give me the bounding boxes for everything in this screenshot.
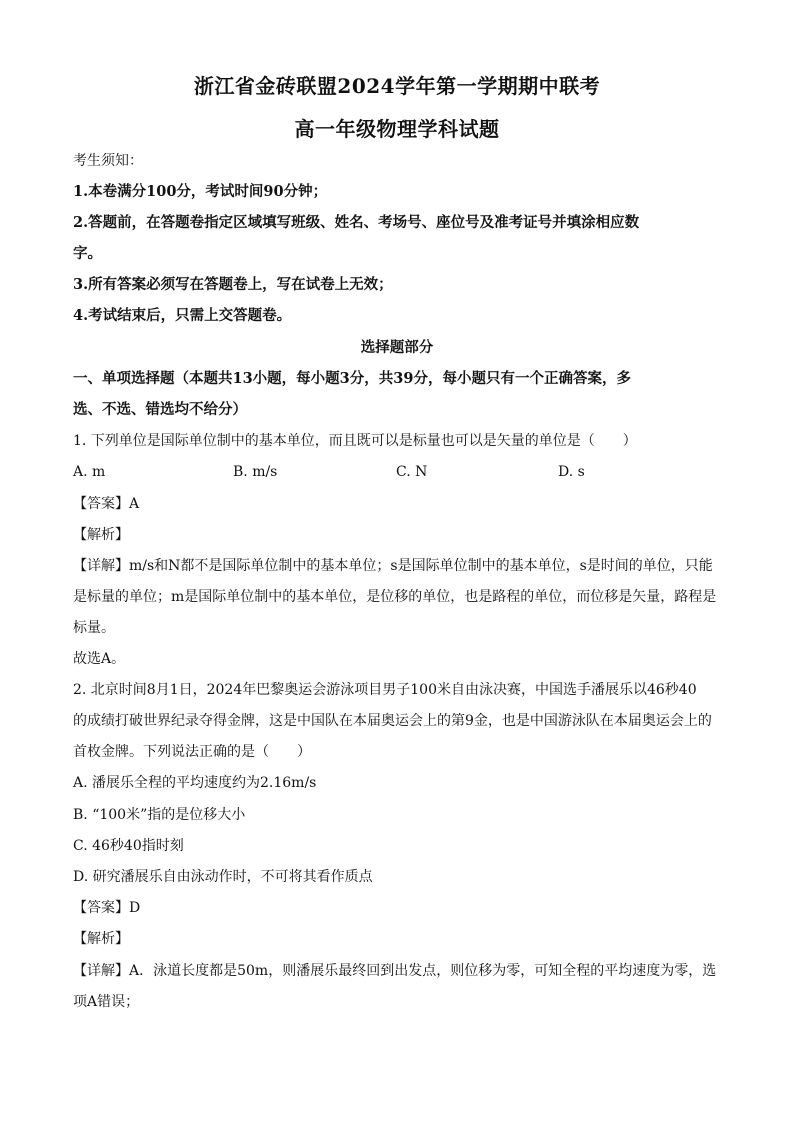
q1-option-a: A. m — [73, 464, 106, 480]
notice-item-2: 2.答题前，在答题卷指定区域填写班级、姓名、考场号、座位号及准考证号并填涂相应数 — [73, 214, 640, 231]
exam-subtitle: 高一年级物理学科试题 — [294, 117, 500, 141]
q1-analysis-label: 【解析】 — [73, 527, 129, 543]
q2-detail-line-1: 【详解】A．泳道长度都是50m，则潘展乐最终回到出发点，则位移为零，可知全程的平均速度为零，选 — [73, 963, 717, 979]
q1-conclusion: 故选A。 — [73, 651, 126, 667]
q2-stem-line-2: 的成绩打破世界纪录夺得金牌，这是中国队在本届奥运会上的第9金，也是中国游泳队在本届奥运会上的 — [73, 713, 712, 729]
notice-item-4: 4.考试结束后，只需上交答题卷。 — [73, 307, 292, 324]
section-heading-cont: 选、不选、错选均不给分） — [73, 401, 247, 418]
q2-stem-line-3: 首枚金牌。下列说法正确的是（ ） — [73, 744, 311, 760]
notice-heading: 考生须知： — [73, 153, 143, 169]
q1-detail-line-1: 【详解】m/s和N都不是国际单位制中的基本单位；s是国际单位制中的基本单位，s是时间的单位，只能 — [73, 558, 713, 574]
q1-detail-line-2: 是标量的单位；m是国际单位制中的基本单位，是位移的单位，也是路程的单位，而位移是矢量，路程是 — [73, 589, 717, 605]
notice-item-3: 3.所有答案必须写在答题卷上，写在试卷上无效； — [73, 276, 393, 293]
q2-analysis-label: 【解析】 — [73, 931, 129, 947]
q1-option-b: B. m/s — [233, 464, 278, 480]
q2-answer: 【答案】D — [73, 900, 141, 916]
q2-option-c: C. 46秒40指时刻 — [73, 838, 184, 854]
q2-stem-line-1: 2. 北京时间8月1日，2024年巴黎奥运会游泳项目男子100米自由泳决赛，中国选手潘展乐以46秒40 — [73, 682, 697, 698]
exam-title: 浙江省金砖联盟2024学年第一学期期中联考 — [193, 74, 601, 98]
q1-option-c: C. N — [396, 464, 428, 480]
q1-stem: 1. 下列单位是国际单位制中的基本单位，而且既可以是标量也可以是矢量的单位是（ ） — [73, 433, 637, 449]
q2-option-a: A. 潘展乐全程的平均速度约为2.16m/s — [73, 775, 317, 791]
notice-item-1: 1.本卷满分100分，考试时间90分钟； — [73, 183, 328, 200]
q2-option-d: D. 研究潘展乐自由泳动作时，不可将其看作质点 — [73, 869, 373, 885]
q1-answer: 【答案】A — [73, 496, 140, 512]
section-title: 选择题部分 — [360, 339, 434, 356]
q2-option-b: B. “100米”指的是位移大小 — [73, 807, 246, 823]
q1-detail-line-3: 标量。 — [73, 620, 115, 636]
q2-detail-line-2: 项A错误； — [73, 994, 140, 1010]
section-heading: 一、单项选择题（本题共13小题，每小题3分，共39分，每小题只有一个正确答案，多 — [73, 370, 631, 387]
q1-option-d: D. s — [558, 464, 585, 480]
notice-item-2-cont: 字。 — [73, 245, 102, 262]
